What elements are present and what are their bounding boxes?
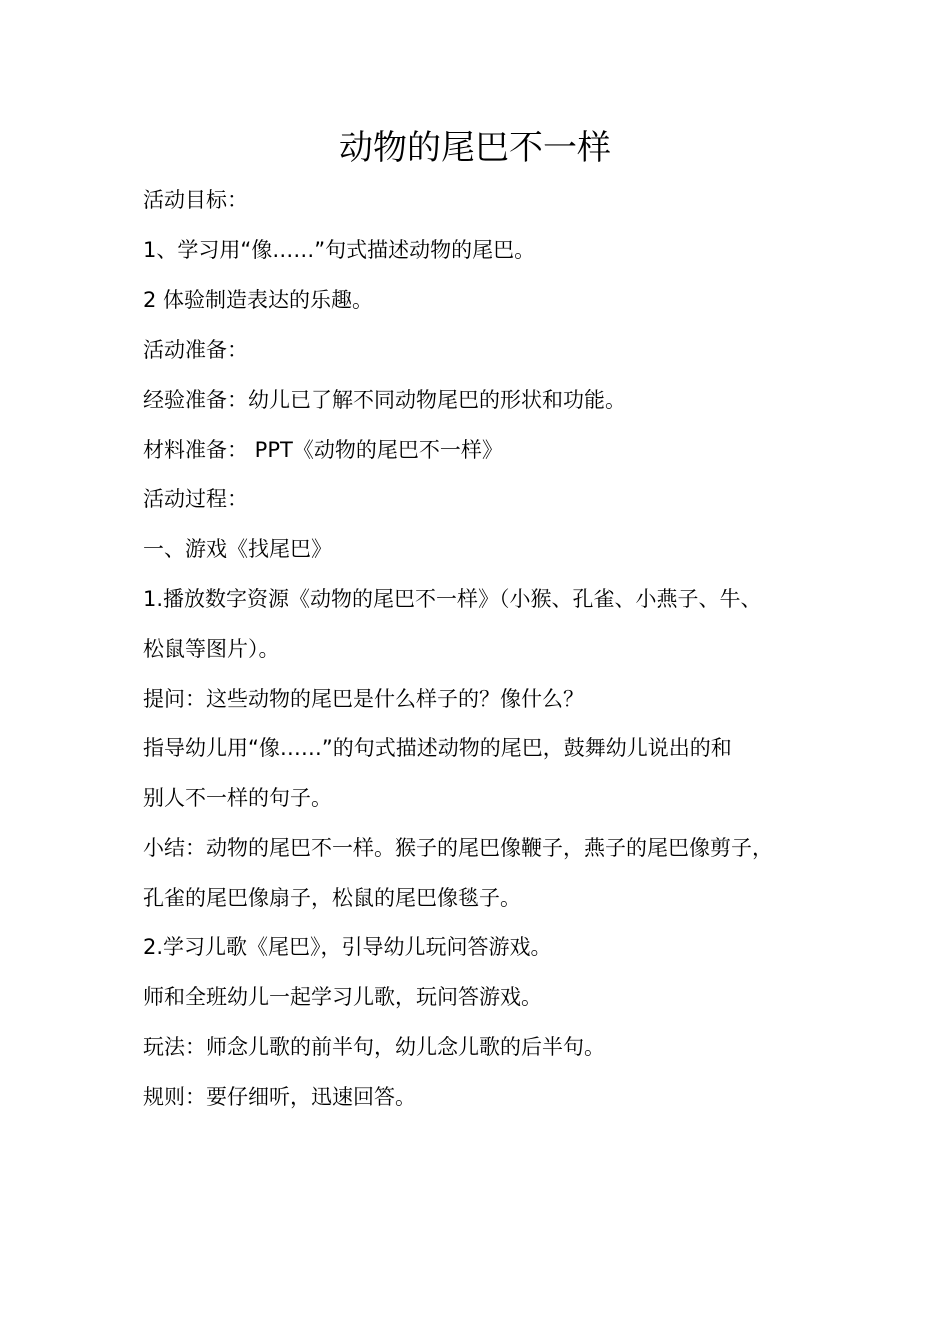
text-line: 别人不一样的句子。 <box>143 786 332 810</box>
text-line: 材料准备： PPT《动物的尾巴不一样》 <box>143 438 503 462</box>
text-line: 活动目标： <box>143 188 248 212</box>
text-line: 指导幼儿用“像……”的句式描述动物的尾巴，鼓舞幼儿说出的和 <box>143 736 732 760</box>
text-line: 孔雀的尾巴像扇子，松鼠的尾巴像毯子。 <box>143 886 521 910</box>
text-line: 规则：要仔细听，迅速回答。 <box>143 1085 416 1109</box>
text-line: 玩法：师念儿歌的前半句，幼儿念儿歌的后半句。 <box>143 1035 605 1059</box>
text-line: 1、学习用“像……”句式描述动物的尾巴。 <box>143 238 536 262</box>
text-line: 一、游戏《找尾巴》 <box>143 537 332 561</box>
text-line: 小结：动物的尾巴不一样。猴子的尾巴像鞭子，燕子的尾巴像剪子， <box>143 836 773 860</box>
text-line: 提问：这些动物的尾巴是什么样子的？像什么？ <box>143 687 584 711</box>
text-line: 活动准备： <box>143 338 248 362</box>
text-line: 松鼠等图片）。 <box>143 637 280 661</box>
document-title: 动物的尾巴不一样 <box>339 128 611 168</box>
text-line: 经验准备：幼儿已了解不同动物尾巴的形状和功能。 <box>143 388 626 412</box>
text-line: 师和全班幼儿一起学习儿歌，玩问答游戏。 <box>143 985 542 1009</box>
text-line: 2 体验制造表达的乐趣。 <box>143 288 374 312</box>
text-line: 1.播放数字资源《动物的尾巴不一样》（小猴、孔雀、小燕子、牛、 <box>143 587 762 611</box>
text-line: 2.学习儿歌《尾巴》，引导幼儿玩问答游戏。 <box>143 935 552 959</box>
text-line: 活动过程： <box>143 487 248 511</box>
